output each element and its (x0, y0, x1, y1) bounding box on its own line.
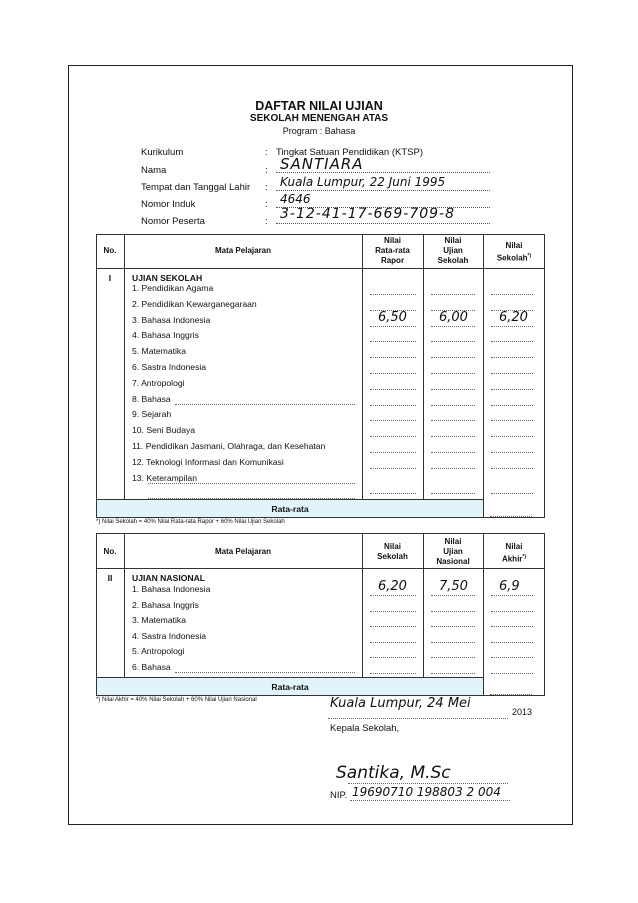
subject-name: 6. Sastra Indonesia (132, 362, 207, 372)
subject-name: 4. Sastra Indonesia (132, 630, 207, 641)
score-cell (370, 663, 416, 674)
col-nasional-header: Nilai Ujian Nasional (436, 537, 470, 566)
score-cell (370, 632, 416, 643)
col-subject-header: Mata Pelajaran (214, 246, 272, 255)
score-cell (431, 309, 475, 327)
score-cell (370, 331, 416, 342)
subject-name: 3. Matematika (132, 615, 186, 625)
score-cell (491, 347, 533, 358)
score-cell (431, 663, 475, 674)
year: 2013 (512, 707, 533, 717)
score-cell (491, 663, 533, 674)
induk-label: Nomor Induk (141, 199, 196, 210)
section-no: I (108, 273, 112, 283)
score-cell (370, 395, 416, 406)
score-cell (431, 632, 475, 643)
score-cell (370, 347, 416, 358)
score-cell (370, 309, 416, 327)
peserta-label: Nomor Peserta (141, 216, 205, 227)
score-cell (431, 483, 475, 494)
school-name: SEKOLAH MENENGAH ATAS (249, 113, 389, 124)
score-cell (431, 363, 475, 374)
subject-name: 10. Seni Budaya (132, 425, 196, 436)
score-value: 6,20 (378, 579, 407, 594)
col-sekolah-header: Nilai Sekolah (377, 542, 408, 561)
score-cell (431, 426, 475, 437)
section-title: UJIAN SEKOLAH (132, 273, 203, 283)
ttl-label: Tempat dan Tanggal Lahir (141, 182, 251, 193)
score-cell (491, 426, 533, 437)
subject-name: 4. Bahasa Inggris (132, 330, 199, 341)
rata-rata-value (490, 684, 532, 695)
col-ujian-header: Nilai Ujian Sekolah (437, 236, 469, 265)
score-cell (431, 410, 475, 421)
col-akhir-header: Nilai Akhir*) (501, 542, 527, 564)
subject-name: 12. Teknologi Informasi dan Komunikasi (132, 456, 284, 467)
rata-rata-label: Rata-rata (271, 504, 309, 514)
score-cell (370, 379, 416, 390)
subject-name: 3. Bahasa Indonesia (132, 314, 211, 325)
score-cell (370, 601, 416, 612)
col-subject-header: Mata Pelajaran (214, 547, 272, 556)
score-cell (491, 363, 533, 374)
score-cell (491, 601, 533, 612)
score-value: 7,50 (439, 579, 468, 594)
score-cell (491, 579, 533, 596)
score-cell (370, 579, 416, 596)
rata-rata-label: Rata-rata (271, 682, 309, 692)
score-cell (370, 442, 416, 453)
ttl-field (276, 177, 490, 191)
nama-label: Nama (141, 165, 167, 176)
score-cell (370, 458, 416, 469)
subject-name: 2. Pendidikan Kewarganegaraan (132, 298, 257, 309)
nama-value: SANTIARA (280, 155, 364, 173)
score-cell (491, 309, 533, 327)
col-no-header: No. (103, 246, 117, 255)
score-cell (491, 632, 533, 643)
score-cell (491, 458, 533, 469)
subject-name: 2. Bahasa Inggris (132, 599, 199, 610)
col-no-header: No. (103, 547, 117, 556)
score-cell (491, 331, 533, 342)
score-cell (431, 616, 475, 627)
score-cell (491, 616, 533, 627)
score-value: 6,00 (439, 309, 468, 325)
score-value: 6,9 (499, 579, 520, 594)
induk-value: 4646 (280, 192, 311, 206)
score-cell (431, 347, 475, 358)
section-no: II (107, 573, 113, 583)
score-cell (431, 284, 475, 295)
score-cell (370, 426, 416, 437)
score-cell (370, 483, 416, 494)
peserta-field (276, 206, 490, 224)
subject-name: 1. Bahasa Indonesia (132, 584, 211, 594)
score-cell (431, 458, 475, 469)
document-title: DAFTAR NILAI UJIAN (255, 99, 383, 113)
subject-name: 6. Bahasa (132, 661, 171, 672)
score-cell (370, 284, 416, 295)
subject-name: 7. Antropologi (132, 377, 185, 388)
nip-label: NIP. (330, 790, 348, 801)
score-cell (491, 395, 533, 406)
subject-name: 5. Antropologi (132, 646, 185, 656)
col-sekolah-header: Nilai Sekolah*) (496, 241, 532, 263)
score-cell (431, 395, 475, 406)
peserta-value: 3-12-41-17-669-709-8 (280, 206, 456, 222)
subject-name: 5. Matematika (132, 346, 186, 357)
score-cell (431, 601, 475, 612)
rata-rata-value (490, 506, 532, 517)
score-cell (431, 331, 475, 342)
footnote-1: *) Nilai Sekolah = 40% Nilai Rata-rata Rapor + 60% Nilai Ujian Sekolah (96, 519, 285, 525)
score-cell (370, 616, 416, 627)
signature-name: Santika, M.Sc (336, 763, 451, 783)
subject-name: 8. Bahasa (132, 393, 171, 404)
nama-field (276, 155, 490, 173)
nip-value: 19690710 198803 2 004 (352, 785, 501, 799)
score-value: 6,20 (499, 309, 528, 325)
kurikulum-value: Tingkat Satuan Pendidikan (KTSP) (276, 147, 423, 158)
score-cell (491, 410, 533, 421)
score-cell (491, 379, 533, 390)
score-cell (431, 647, 475, 658)
program-name: Program : Bahasa (282, 126, 356, 136)
place-date: Kuala Lumpur, 24 Mei (330, 696, 471, 711)
subject-name: 11. Pendidikan Jasmani, Olahraga, dan Kesehatan (132, 441, 326, 451)
score-cell (431, 579, 475, 596)
score-cell (491, 442, 533, 453)
col-rapor-header: Nilai Rata-rata Rapor (375, 236, 410, 265)
subject-name: 1. Pendidikan Agama (132, 283, 214, 293)
role: Kepala Sekolah, (330, 723, 400, 734)
score-cell (491, 284, 533, 295)
score-cell (370, 363, 416, 374)
score-cell (370, 647, 416, 658)
score-cell (431, 379, 475, 390)
score-cell (431, 442, 475, 453)
score-value: 6,50 (378, 309, 407, 325)
kurikulum-label: Kurikulum (141, 147, 184, 158)
ttl-value: Kuala Lumpur, 22 Juni 1995 (280, 175, 446, 189)
subject-name: 13. Keterampilan (132, 472, 197, 483)
score-cell (370, 410, 416, 421)
section-title: UJIAN NASIONAL (132, 573, 206, 583)
score-cell (491, 647, 533, 658)
footnote-2: *) Nilai Akhir = 40% Nilai Sekolah + 60% Nilai Ujian Nasional (96, 697, 257, 703)
score-cell (491, 483, 533, 494)
subject-name: 9. Sejarah (132, 409, 172, 420)
